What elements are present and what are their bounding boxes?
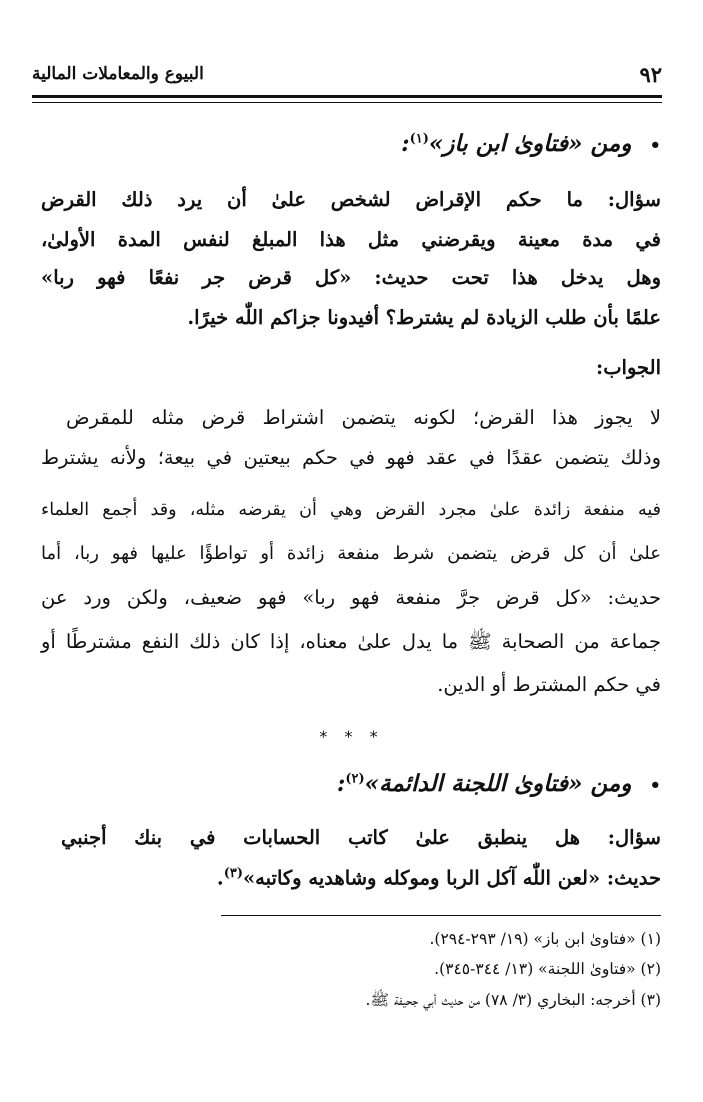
question2-text: حديث: «لعن اللّٰه آكل الربا وموكله وشاهديه وكاتبه» [242, 866, 661, 890]
footnote: (١) «فتاوىٰ ابن باز» (١٩/ ٢٩٣-٢٩٤). [429, 930, 661, 948]
question2-line [41, 866, 661, 890]
answer-line: لا يجوز هذا القرض؛ لكونه يتضمن اشتراط قرض مثله للمقرض [66, 406, 661, 429]
bullet-icon: • [649, 775, 661, 796]
answer-line: علىٰ أن كل قرض يتضمن شرط منفعة زائدة أو تواطؤًا عليها فهو ربا، أما [41, 543, 661, 564]
section-colon: : [336, 770, 346, 797]
page-number: ٩٢ [639, 62, 662, 87]
bullet-icon: • [649, 135, 661, 156]
section-lead: ومن [590, 130, 632, 157]
section-separator: * * * [319, 727, 384, 746]
header-rule-thick [32, 95, 662, 98]
footnote-ref: (٣) [223, 866, 243, 881]
question1-line: سؤال: ما حكم الإقراض لشخص علىٰ أن يرد ذلك القرض [41, 188, 661, 211]
footnote-ref: (٢) [345, 771, 365, 787]
answer-heading: الجواب: [596, 356, 661, 379]
question2-line: سؤال: هل ينطبق علىٰ كاتب الحسابات في بنك أجنبي [61, 826, 661, 849]
running-title: البيوع والمعاملات المالية [32, 64, 204, 84]
question1-line: وهل يدخل هذا تحت حديث: «كل قرض جر نفعًا فهو ربا» [41, 266, 661, 289]
page-header [32, 62, 662, 92]
answer-line: جماعة من الصحابة ﷺ ما يدل علىٰ معناه، إذا كان ذلك النفع مشترطًا أو [41, 630, 661, 653]
question1-line: علمًا بأن طلب الزيادة لم يشترط؟ أفيدونا جزاكم اللّٰه خيرًا. [187, 306, 661, 329]
question1-line: في مدة معينة ويقرضني مثل هذا المبلغ لنفس المدة الأولىٰ، [41, 228, 661, 251]
section-title: «فتاوىٰ ابن باز» [428, 130, 583, 157]
section-title: «فتاوىٰ اللجنة الدائمة» [364, 770, 583, 797]
section-lead: ومن [590, 770, 632, 797]
section-heading-lajna [337, 770, 661, 797]
section-heading-ibn-baz [401, 130, 661, 157]
footnote: (٢) «فتاوىٰ اللجنة» (١٣/ ٣٤٤-٣٤٥). [434, 960, 661, 978]
section-colon: : [401, 130, 410, 157]
footnote: (٣) أخرجه: البخاري (٣/ ٧٨) من حديث أبي جحيفة ﷺ. [365, 991, 661, 1009]
answer-line: حديث: «كل قرض جرَّ منفعة فهو ربا» فهو ضعيف، ولكن ورد عن [41, 586, 661, 609]
footnote-ref: (١) [409, 131, 429, 147]
answer-line: في حكم المشترط أو الدين. [437, 673, 661, 696]
answer-line: فيه منفعة زائدة علىٰ مجرد القرض وهي أن يقرضه مثله، وقد أجمع العلماء [41, 500, 661, 520]
question2-end: . [216, 866, 224, 890]
footnote-rule [221, 915, 661, 916]
header-rule-thin [32, 102, 662, 103]
answer-line: وذلك يتضمن عقدًا في عقد فهو في حكم بيعتين في بيعة؛ ولأنه يشترط [41, 446, 661, 469]
